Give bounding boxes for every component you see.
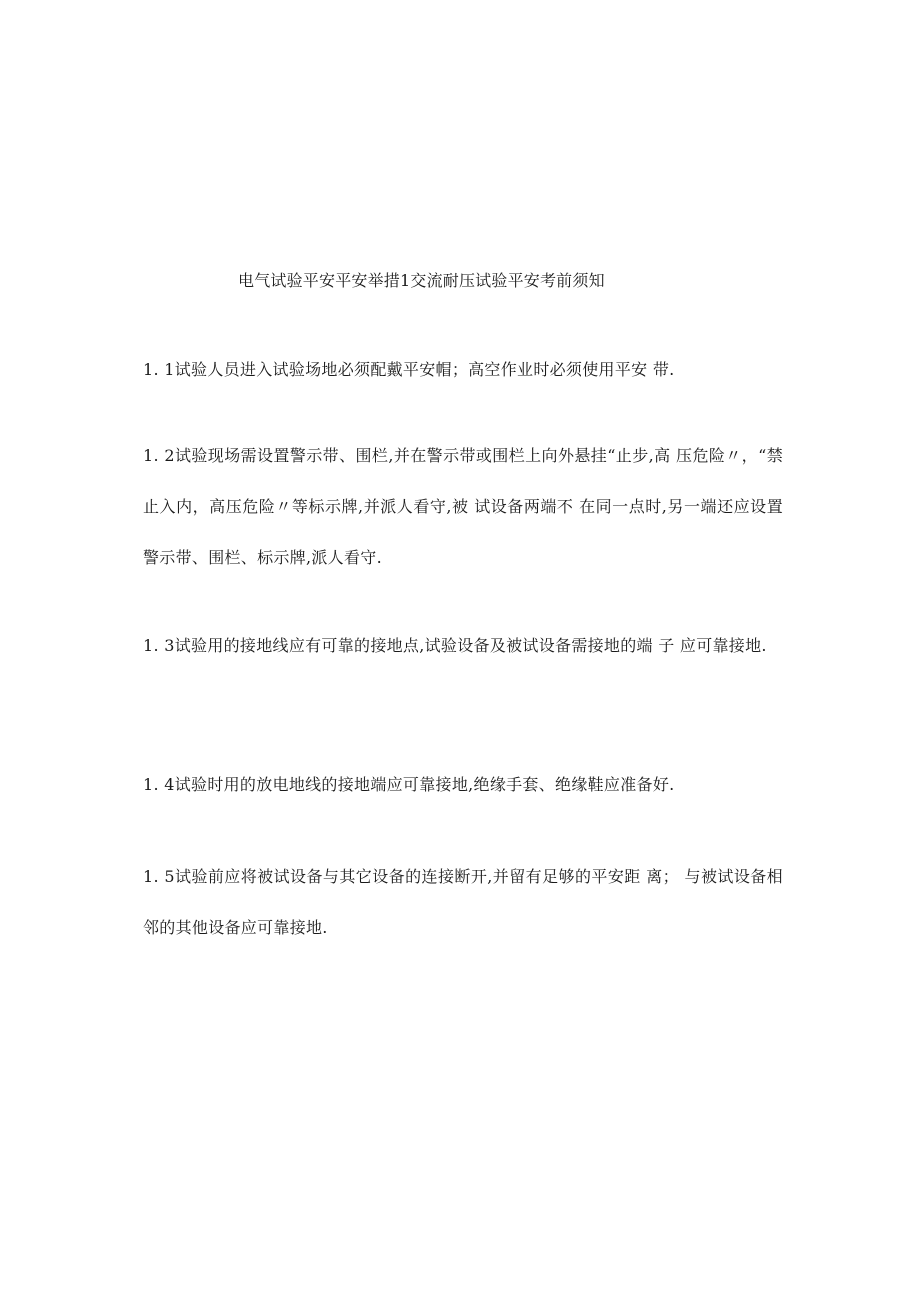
paragraph-1-1: 1. 1试验人员进入试验场地必须配戴平安帽；高空作业时必须使用平安 带. <box>143 360 675 379</box>
paragraph-1-3: 1. 3试验用的接地线应有可靠的接地点,试验设备及被试设备需接地的端 子 应可靠接地. <box>143 636 767 655</box>
paragraph-1-4: 1. 4试验时用的放电地线的接地端应可靠接地,绝缘手套、绝缘鞋应准备好. <box>143 775 675 794</box>
document-title: 电气试验平安平安举措1交流耐压试验平安考前须知 <box>238 271 605 290</box>
paragraph-1-2: 1. 2试验现场需设置警示带、围栏,并在警示带或围栏上向外悬挂“止步,高 压危险〃，“禁止入内，高压危险〃等标示牌,并派人看守,被 试设备两端不 在同一点时,另一端还应设置警示带、围栏、标示牌,派人看守. <box>143 446 783 567</box>
paragraph-1-5: 1. 5试验前应将被试设备与其它设备的连接断开,并留有足够的平安距 离； 与被试设备相邻的其他设备应可靠接地. <box>143 867 783 937</box>
